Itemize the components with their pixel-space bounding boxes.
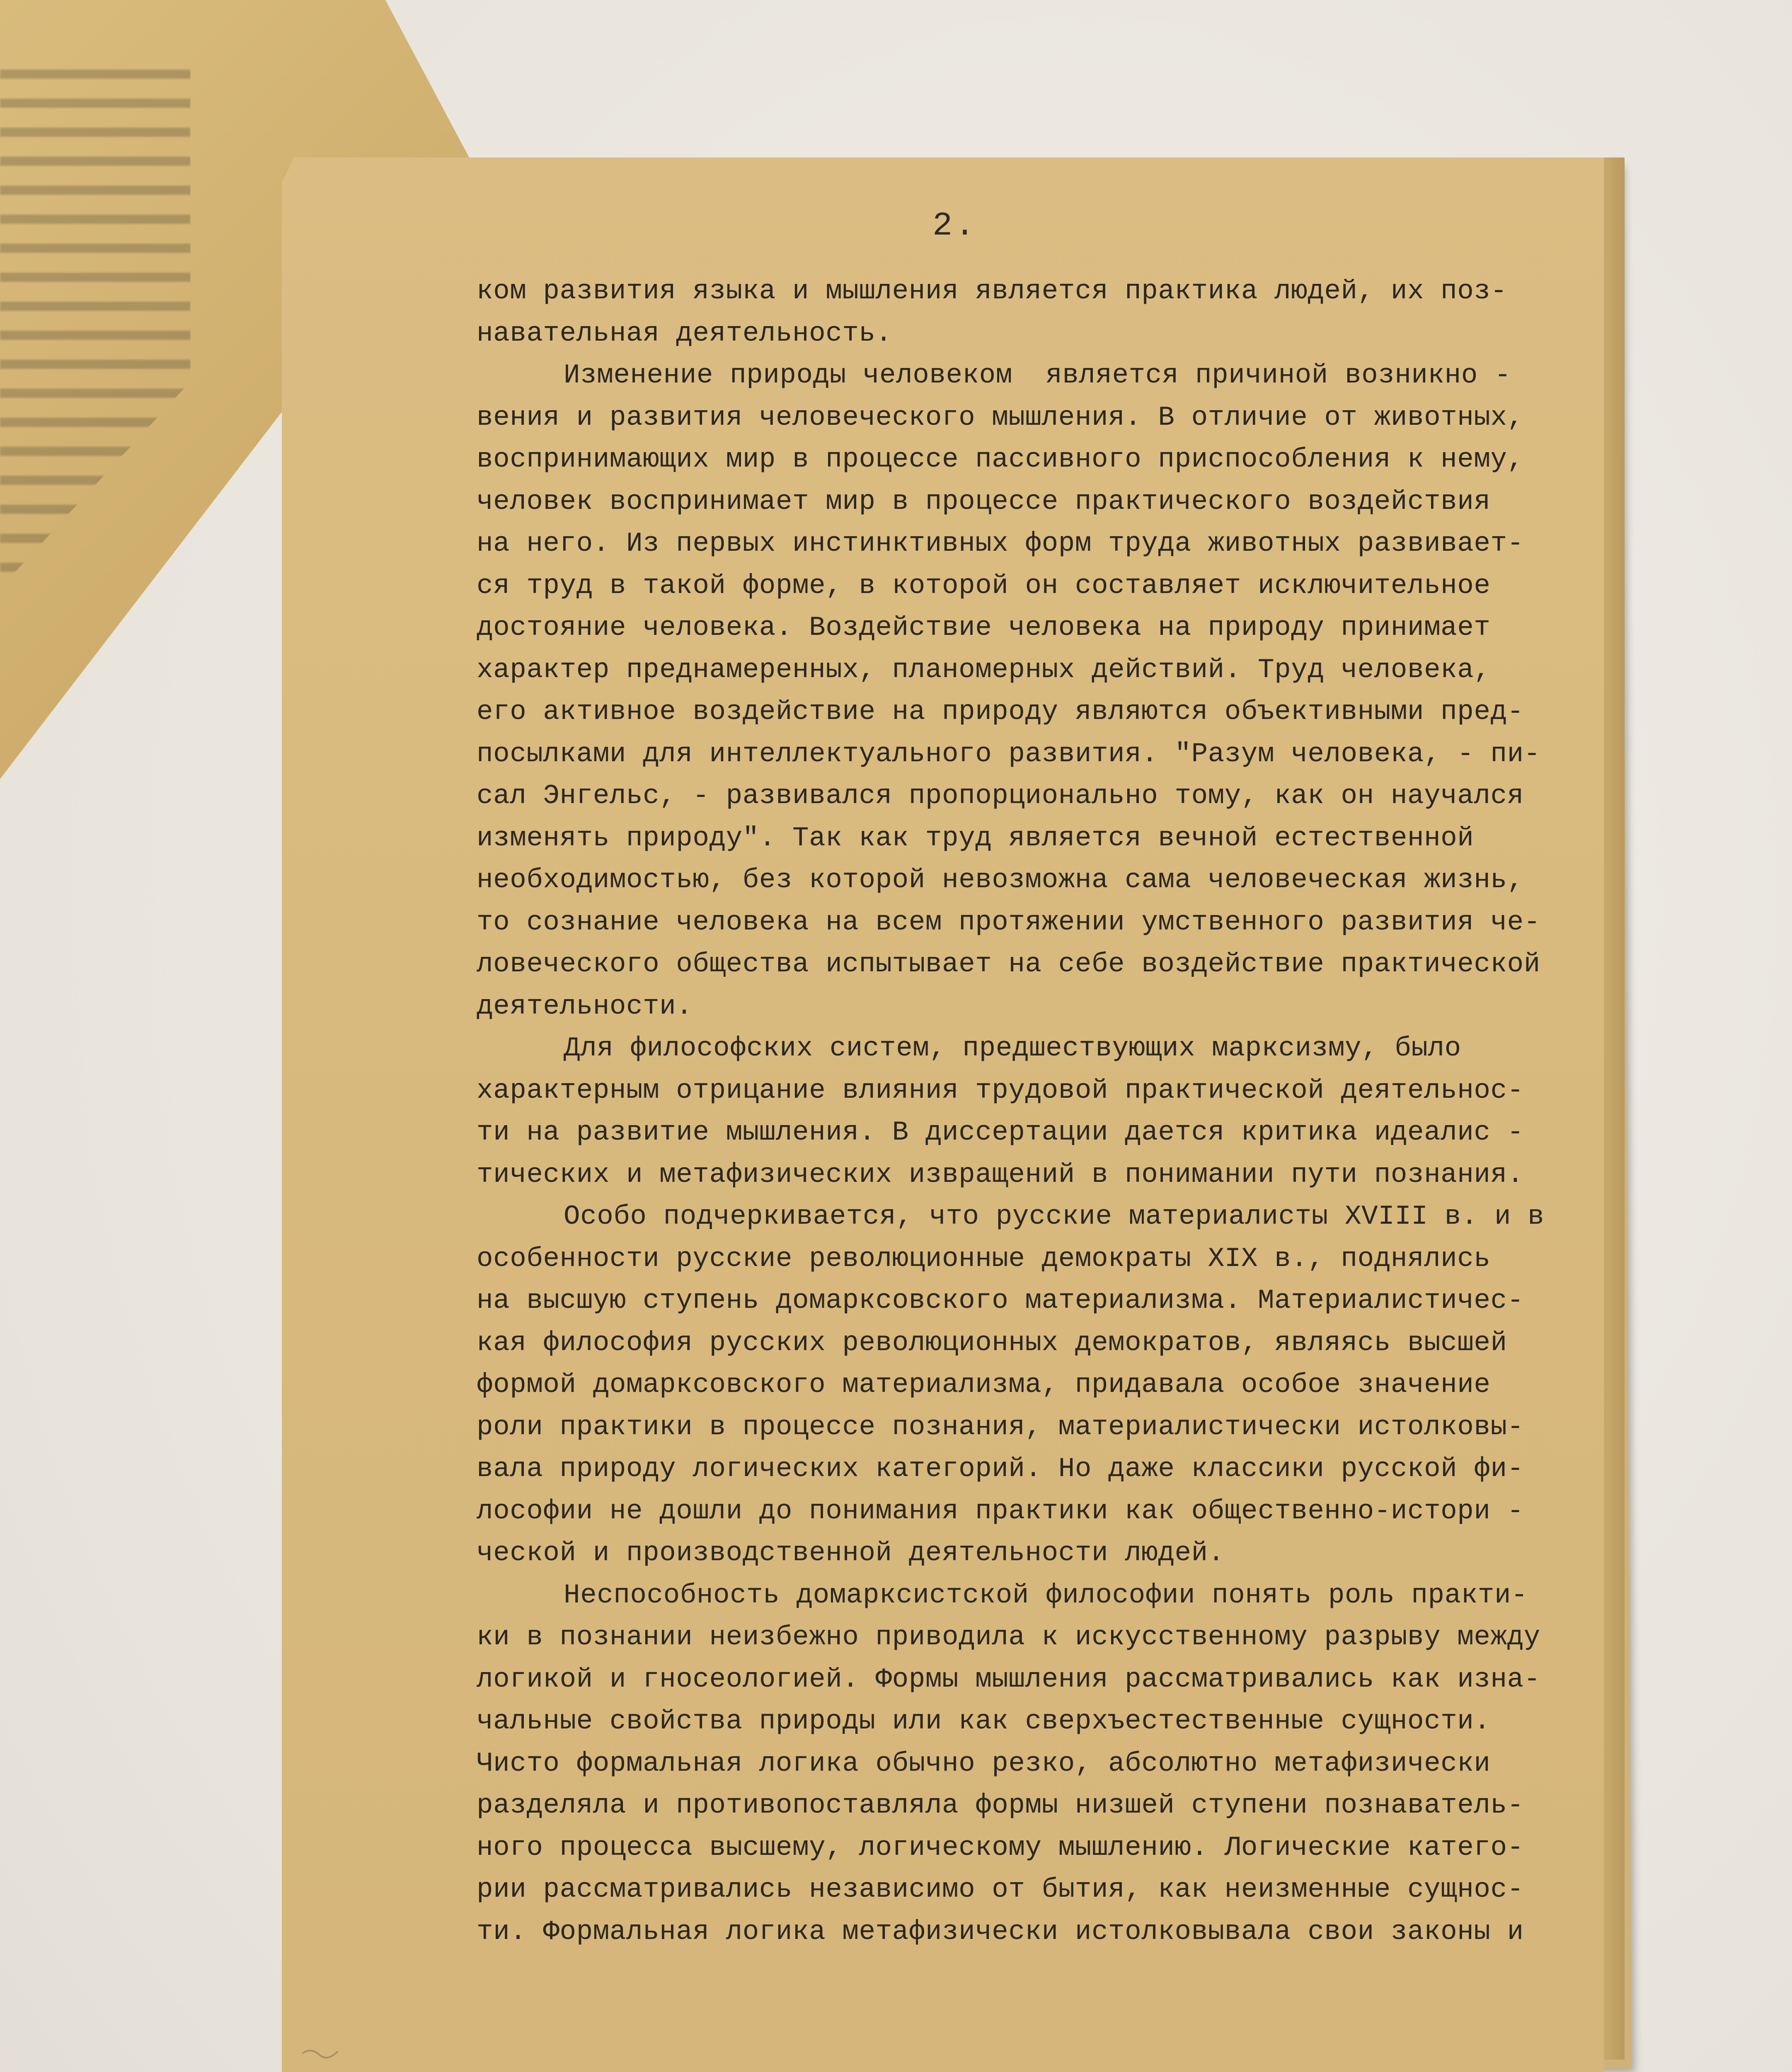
page-stack-edge: [1604, 157, 1625, 2060]
text-line: Чисто формальная логика обычно резко, абсолютно метафизически: [477, 1748, 1491, 1779]
text-line: деятельности.: [477, 990, 693, 1022]
corner-pencil-mark: [298, 2039, 348, 2064]
text-line: ти. Формальная логика метафизически истолковывала свои законы и: [477, 1916, 1524, 1947]
text-line: лософии не дошли до понимания практики как общественно-истори -: [477, 1495, 1524, 1527]
text-line: разделяла и противопоставляла формы низшей ступени познаватель-: [477, 1790, 1524, 1821]
text-line: ти на развитие мышления. В диссертации дается критика идеалис -: [477, 1117, 1524, 1148]
page-number: 2.: [932, 207, 978, 245]
text-line: на него. Из первых инстинктивных форм труда животных развивает-: [477, 528, 1524, 559]
text-line: ного процесса высшему, логическому мышлению. Логические катего-: [477, 1832, 1524, 1863]
text-line: Неспособность домарксистской философии понять роль практи-: [564, 1579, 1528, 1611]
text-line: вала природу логических категорий. Но даже классики русской фи-: [477, 1453, 1524, 1484]
text-line: характер преднамеренных, планомерных действий. Труд человека,: [477, 654, 1491, 685]
text-line: вения и развития человеческого мышления. В отличие от животных,: [477, 402, 1524, 433]
text-line: его активное воздействие на природу являются объективными пред-: [477, 696, 1524, 727]
text-line: логикой и гносеологией. Формы мышления рассматривались как изна-: [477, 1663, 1540, 1695]
text-line: роли практики в процессе познания, материалистически истолковы-: [477, 1411, 1524, 1443]
text-line: чальные свойства природы или как сверхъестественные сущности.: [477, 1706, 1491, 1737]
typewritten-body: [477, 270, 1575, 1953]
text-line: особенности русские революционные демократы XIX в., поднялись: [477, 1243, 1491, 1274]
text-line: на высшую ступень домарксовского материализма. Материалистичес-: [477, 1285, 1524, 1316]
text-line: навательная деятельность.: [477, 317, 892, 349]
text-line: человек воспринимает мир в процессе практического воздействия: [477, 486, 1491, 517]
text-line: ческой и производственной деятельности людей.: [477, 1537, 1225, 1569]
text-line: достояние человека. Воздействие человека на природу принимает: [477, 612, 1491, 643]
text-line: ловеческого общества испытывает на себе воздействие практической: [477, 949, 1540, 980]
text-line: ком развития языка и мышления является практика людей, их поз-: [477, 276, 1507, 307]
text-line: воспринимающих мир в процессе пассивного приспособления к нему,: [477, 444, 1524, 475]
text-line: посылками для интеллектуального развития. "Разум человека, - пи-: [477, 738, 1540, 770]
text-line: необходимостью, без которой невозможна сама человеческая жизнь,: [477, 864, 1524, 896]
text-line: Изменение природы человеком является причиной возникно -: [564, 360, 1511, 391]
text-line: сал Энгельс, - развивался пропорционально тому, как он научался: [477, 780, 1524, 811]
text-line: ся труд в такой форме, в которой он составляет исключительное: [477, 570, 1491, 601]
text-line: тических и метафизических извращений в понимании пути познания.: [477, 1159, 1524, 1190]
text-line: характерным отрицание влияния трудовой практической деятельнос-: [477, 1075, 1524, 1106]
text-line: изменять природу". Так как труд является вечной естественной: [477, 822, 1474, 854]
text-line: Для философских систем, предшествующих марксизму, было: [564, 1033, 1461, 1064]
text-line: рии рассматривались независимо от бытия, как неизменные сущнос-: [477, 1874, 1524, 1905]
text-line: формой домарксовского материализма, придавала особое значение: [477, 1369, 1491, 1400]
text-line: Особо подчеркивается, что русские материалисты XVIII в. и в: [564, 1201, 1545, 1232]
text-line: то сознание человека на всем протяжении умственного развития че-: [477, 906, 1540, 938]
text-line: кая философия русских революционных демократов, являясь высшей: [477, 1327, 1507, 1358]
text-line: ки в познании неизбежно приводила к искусственному разрыву между: [477, 1622, 1540, 1653]
